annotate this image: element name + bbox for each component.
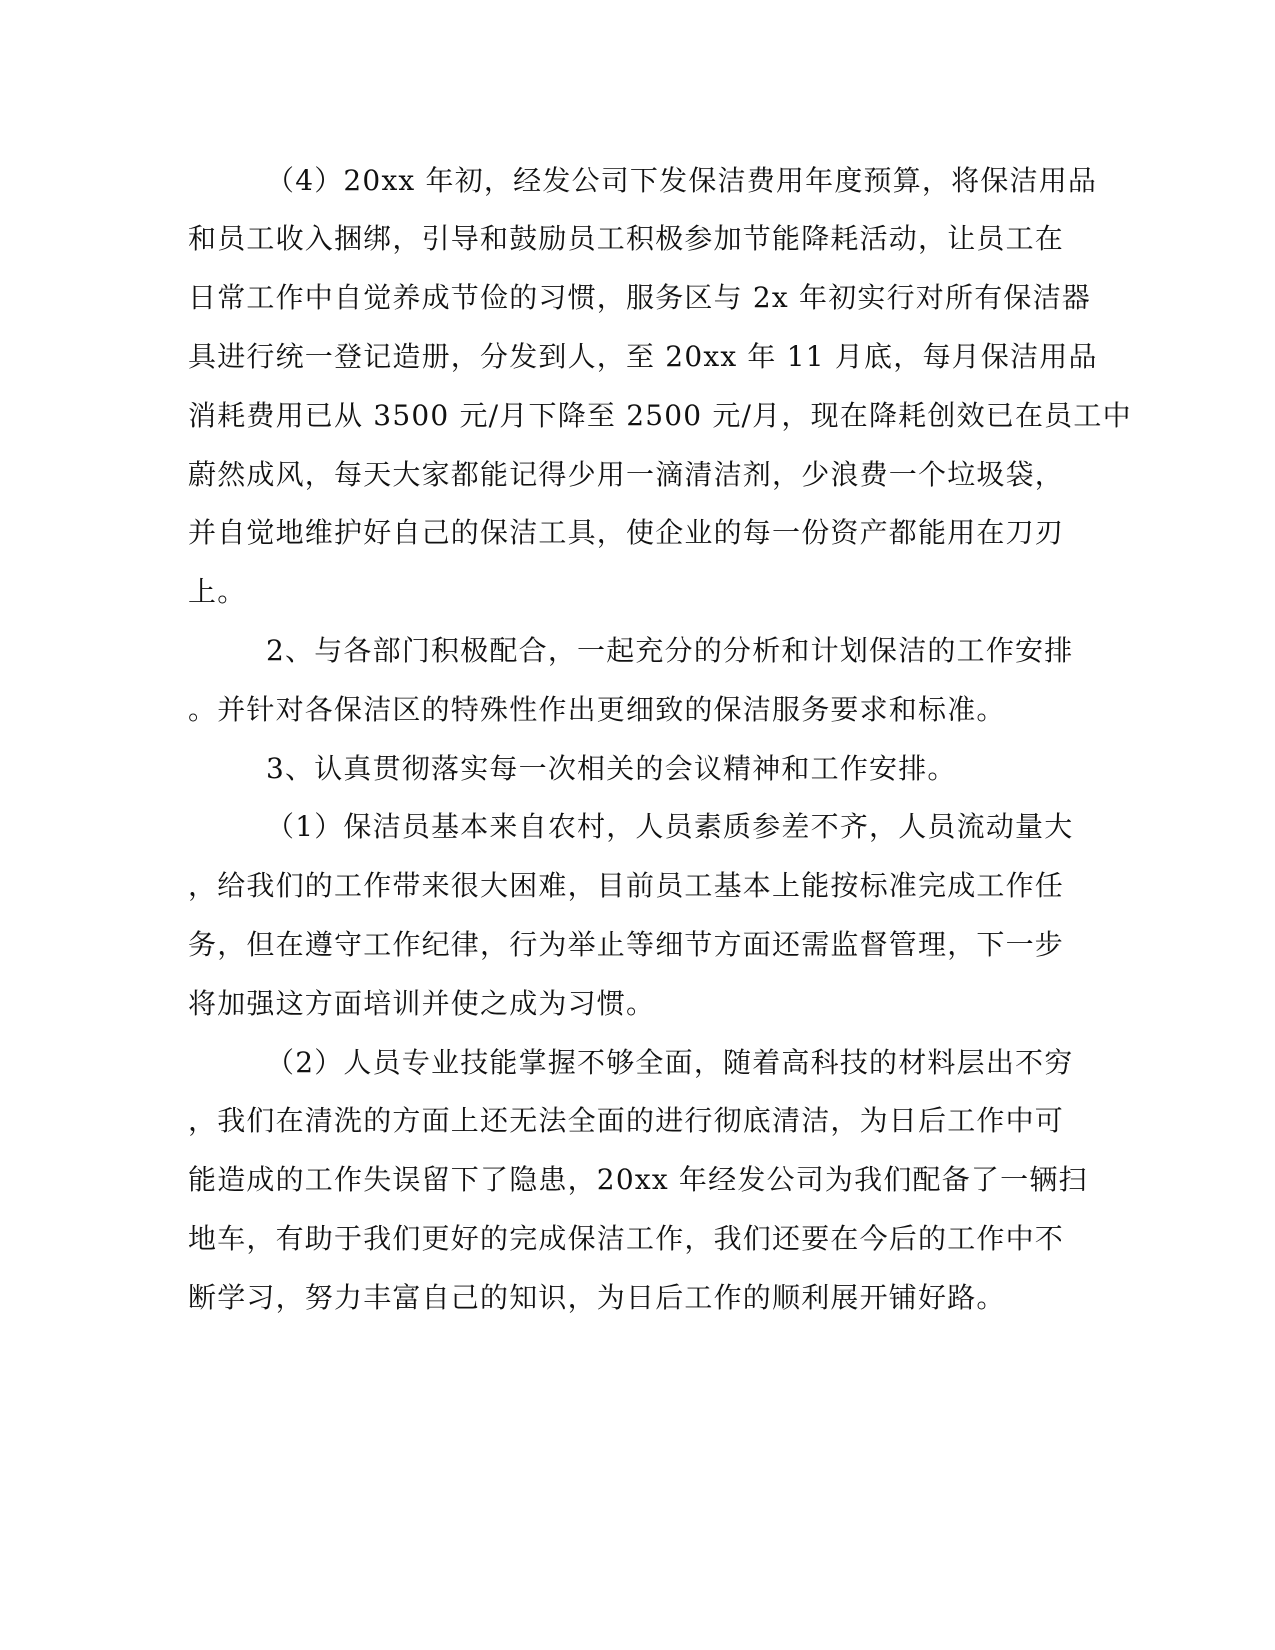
paragraph-2-line-1: （2）人员专业技能掌握不够全面，随着高科技的材料层出不穷 — [266, 1046, 1074, 1079]
paragraph-4-line-8: 上。 — [188, 575, 247, 608]
item-2-line-1: 2、与各部门积极配合，一起充分的分析和计划保洁的工作安排 — [266, 634, 1074, 667]
paragraph-4-line-1: （4）20xx 年初，经发公司下发保洁费用年度预算，将保洁用品 — [266, 164, 1098, 197]
paragraph-1-line-4: 将加强这方面培训并使之成为习惯。 — [188, 987, 656, 1020]
item-2-line-2: 。并针对各保洁区的特殊性作出更细致的保洁服务要求和标准。 — [188, 693, 1006, 726]
paragraph-4-line-7: 并自觉地维护好自己的保洁工具，使企业的每一份资产都能用在刀刃 — [188, 516, 1065, 549]
paragraph-2-line-4: 地车，有助于我们更好的完成保洁工作，我们还要在今后的工作中不 — [188, 1222, 1065, 1255]
paragraph-4-line-5: 消耗费用已从 3500 元/月下降至 2500 元/月，现在降耗创效已在员工中 — [188, 399, 1132, 432]
item-3-heading: 3、认真贯彻落实每一次相关的会议精神和工作安排。 — [266, 752, 957, 785]
paragraph-4-line-3: 日常工作中自觉养成节俭的习惯，服务区与 2x 年初实行对所有保洁器 — [188, 281, 1092, 314]
paragraph-2-line-2: ，我们在清洗的方面上还无法全面的进行彻底清洁，为日后工作中可 — [188, 1104, 1065, 1137]
paragraph-4-line-6: 蔚然成风，每天大家都能记得少用一滴清洁剂，少浪费一个垃圾袋， — [188, 458, 1065, 491]
paragraph-1-line-2: ，给我们的工作带来很大困难，目前员工基本上能按标准完成工作任 — [188, 869, 1065, 902]
paragraph-2-line-3: 能造成的工作失误留下了隐患，20xx 年经发公司为我们配备了一辆扫 — [188, 1163, 1088, 1196]
paragraph-2-line-5: 断学习，努力丰富自己的知识，为日后工作的顺利展开铺好路。 — [188, 1281, 1006, 1314]
paragraph-4-line-2: 和员工收入捆绑，引导和鼓励员工积极参加节能降耗活动，让员工在 — [188, 222, 1065, 255]
paragraph-1-line-1: （1）保洁员基本来自农村，人员素质参差不齐，人员流动量大 — [266, 810, 1074, 843]
paragraph-4-line-4: 具进行统一登记造册，分发到人，至 20xx 年 11 月底，每月保洁用品 — [188, 340, 1098, 373]
paragraph-1-line-3: 务，但在遵守工作纪律，行为举止等细节方面还需监督管理，下一步 — [188, 928, 1065, 961]
